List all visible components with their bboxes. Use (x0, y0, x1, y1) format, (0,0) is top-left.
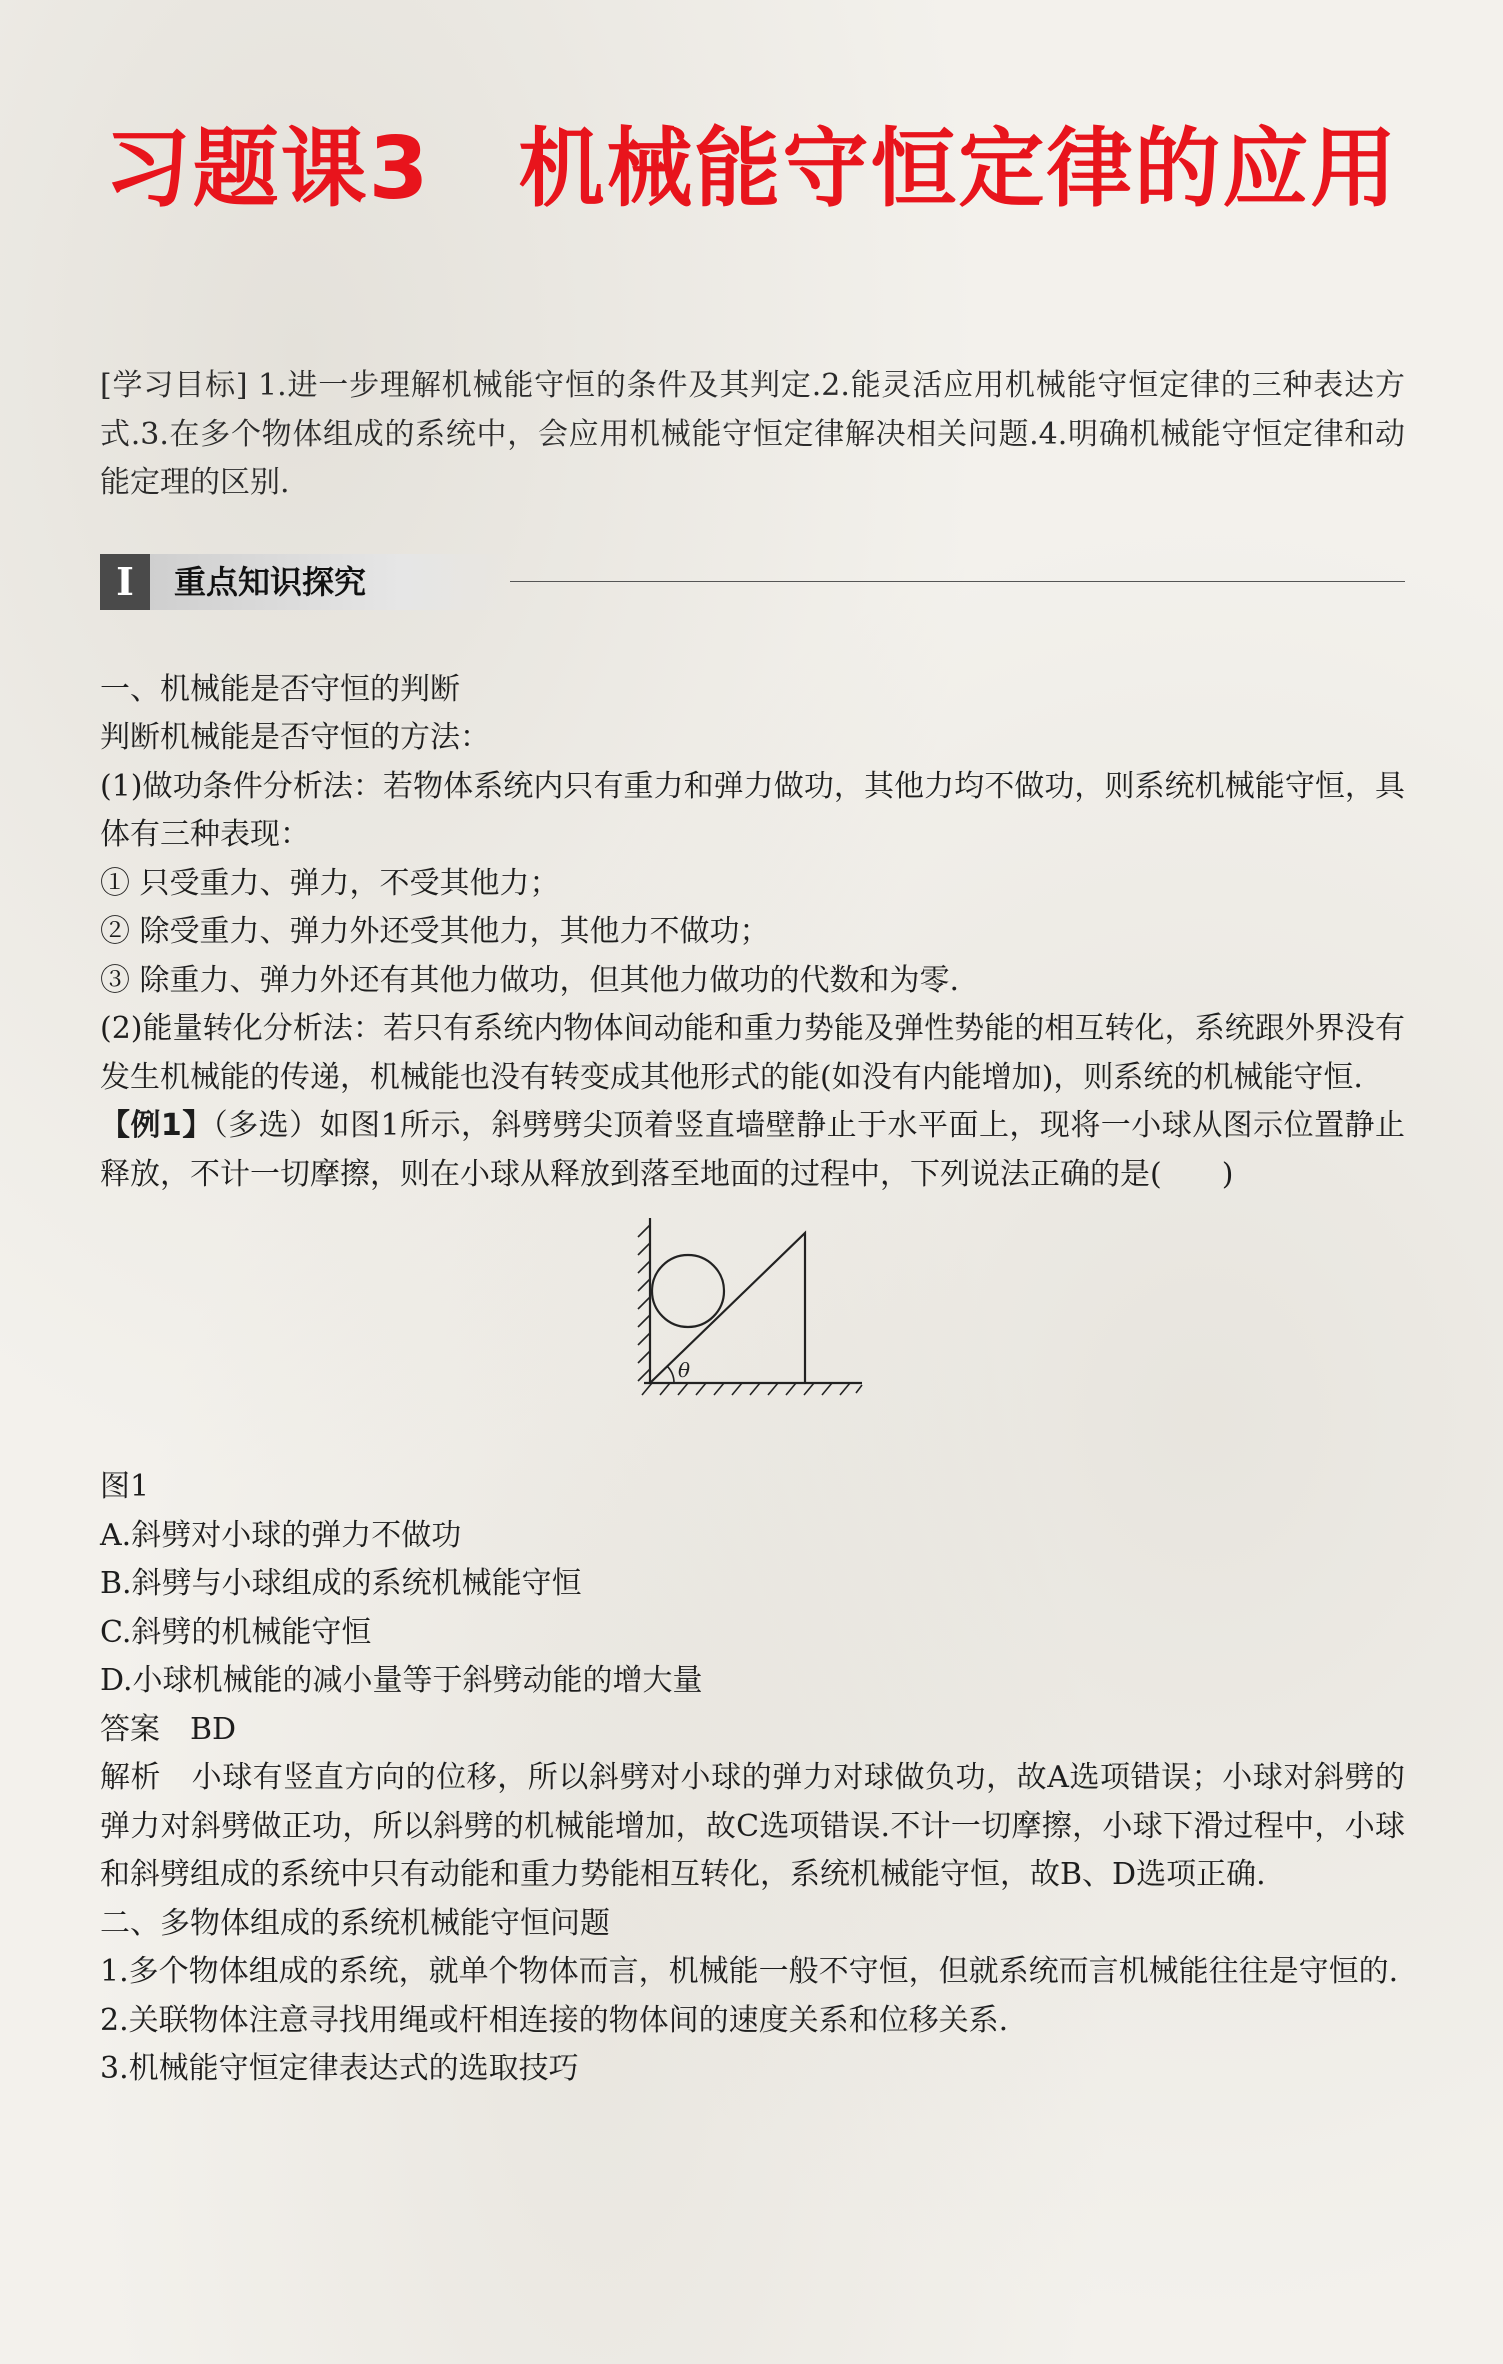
paragraph: (1)做功条件分析法：若物体系统内只有重力和弹力做功，其他力均不做功，则系统机械能守恒，具体有三种表现： (100, 768, 1405, 852)
learning-objectives: [学习目标] 1.进一步理解机械能守恒的条件及其判定.2.能灵活应用机械能守恒定律的三种表达方式.3.在多个物体组成的系统中，会应用机械能守恒定律解决相关问题.4.明确机械能守恒定律和动能定理的区别. (100, 368, 1405, 500)
paragraph: (2)能量转化分析法：若只有系统内物体间动能和重力势能及弹性势能的相互转化，系统跟外界没有发生机械能的传递，机械能也没有转变成其他形式的能(如没有内能增加)，则系统的机械能守恒. (100, 1011, 1405, 1095)
example-tag: 【例1】 (100, 1108, 213, 1143)
ground-hatching (642, 1383, 862, 1395)
paragraph: 二、多物体组成的系统机械能守恒问题 (100, 1905, 610, 1941)
section-number-badge: I (100, 554, 150, 610)
option-b: B.斜劈与小球组成的系统机械能守恒 (100, 1566, 582, 1601)
paragraph: 2.关联物体注意寻找用绳或杆相连接的物体间的速度关系和位移关系. (100, 2002, 1009, 2038)
page-title: 习题课3 机械能守恒定律的应用 (104, 119, 1399, 219)
figure-caption: 图1 (100, 1469, 150, 1504)
paragraph: 判断机械能是否守恒的方法： (100, 720, 490, 755)
wall-hatching (638, 1225, 650, 1381)
paragraph: 一、机械能是否守恒的判断 (100, 671, 460, 707)
section-label: 重点知识探究 (150, 554, 510, 610)
content-body (100, 362, 1405, 2094)
paragraph: ① 只受重力、弹力，不受其他力； (100, 865, 560, 901)
incline-ball-diagram (630, 1213, 870, 1458)
answer: 答案 BD (100, 1711, 237, 1747)
paragraph: 3.机械能守恒定律表达式的选取技巧 (100, 2051, 579, 2086)
wedge-shape (650, 1233, 805, 1383)
example-question (100, 1102, 1405, 1199)
option-d: D.小球机械能的减小量等于斜劈动能的增大量 (100, 1663, 703, 1698)
ball (652, 1255, 724, 1327)
figure-1 (100, 1213, 1405, 1463)
option-c: C.斜劈的机械能守恒 (100, 1614, 372, 1650)
option-a: A.斜劈对小球的弹力不做功 (100, 1517, 462, 1553)
example-text: （多选）如图1所示，斜劈劈尖顶着竖直墙壁静止于水平面上，现将一小球从图示位置静止释放，不计一切摩擦，则在小球从释放到落至地面的过程中，下列说法正确的是( ) (100, 1108, 1406, 1192)
angle-label: θ (678, 1358, 691, 1382)
analysis: 解析 小球有竖直方向的位移，所以斜劈对小球的弹力对球做负功，故A选项错误；小球对斜劈的弹力对斜劈做正功，所以斜劈的机械能增加，故C选项错误.不计一切摩擦，小球下滑过程中，小球和斜劈组成的系统中只有动能和重力势能相互转化，系统机械能守恒，故B、D选项正确. (100, 1760, 1405, 1892)
section-header (100, 554, 1405, 614)
paragraph: ③ 除重力、弹力外还有其他力做功，但其他力做功的代数和为零. (100, 962, 960, 998)
paragraph: ② 除受重力、弹力外还受其他力，其他力不做功； (100, 914, 770, 949)
angle-arc (667, 1366, 674, 1383)
paragraph: 1.多个物体组成的系统，就单个物体而言，机械能一般不守恒，但就系统而言机械能往往是守恒的. (100, 1954, 1399, 1989)
section-rule (510, 581, 1405, 582)
